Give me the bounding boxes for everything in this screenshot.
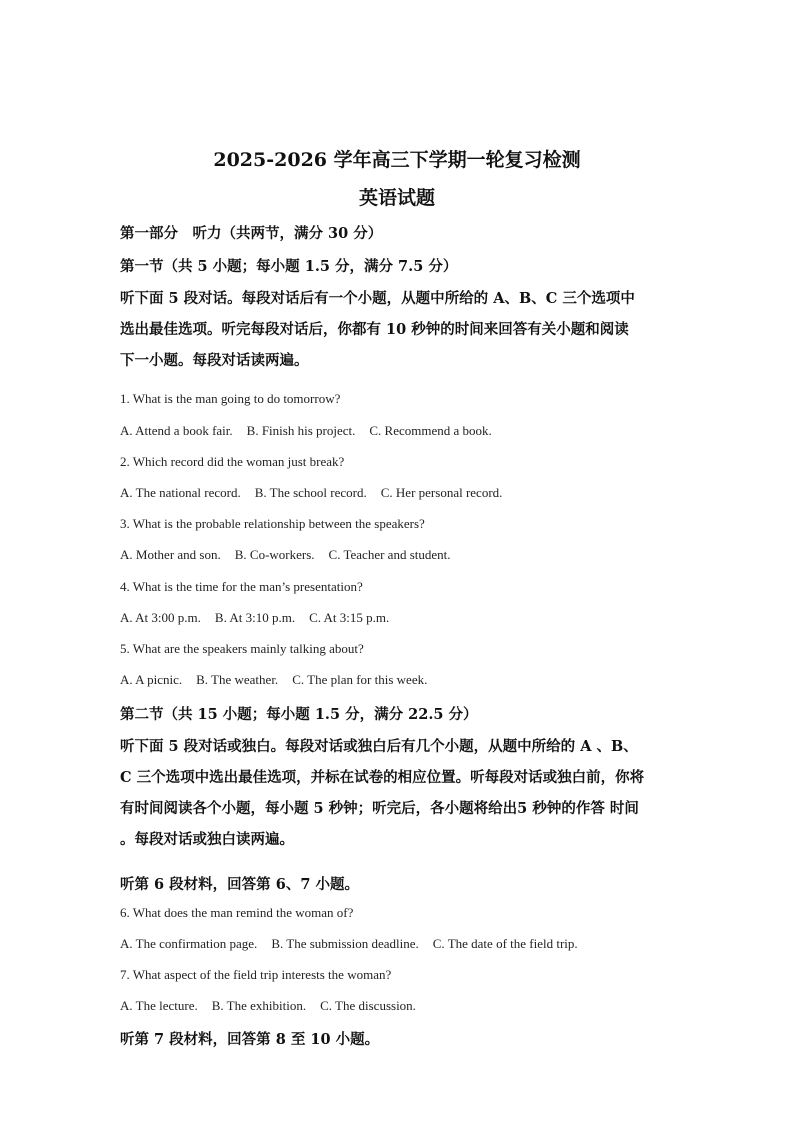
options-2 [120,485,516,501]
material-7-heading: 听第 7 段材料，回答第 8 至 10 小题。 [120,1031,380,1048]
question-3: 3. What is the probable relationship between the speakers? [120,516,425,531]
instruction-line: 有时间阅读各个小题，每小题 5 秒钟；听完后，各小题将给出5 秒钟的作答 时间 [120,800,639,817]
section1-heading: 第一节（共 5 小题；每小题 1.5 分，满分 7.5 分） [120,258,458,275]
option: A. The national record. [120,485,241,500]
question-1: 1. What is the man going to do tomorrow? [120,391,341,406]
part-heading: 第一部分 听力（共两节，满分 30 分） [120,225,383,242]
exam-subtitle: 英语试题 [358,187,435,209]
options-6 [120,936,592,952]
options-5 [120,672,441,688]
option: B. Co-workers. [234,547,315,562]
question-7: 7. What aspect of the field trip interests the woman? [120,967,392,982]
option: B. At 3:10 p.m. [214,610,296,625]
options-3 [120,547,465,563]
options-1 [120,423,506,439]
exam-title: 2025-2026 学年高三下学期一轮复习检测 [213,149,581,171]
option: C. Her personal record. [380,485,503,500]
option: C. The discussion. [320,998,416,1013]
option: C. The plan for this week. [292,672,428,687]
option: B. The school record. [254,485,367,500]
option: B. Finish his project. [246,423,356,438]
option: A. Attend a book fair. [120,423,233,438]
option: A. The confirmation page. [120,936,258,951]
option: A. The lecture. [120,998,198,1013]
option: C. Recommend a book. [369,423,492,438]
option: A. Mother and son. [120,547,221,562]
section2-heading: 第二节（共 15 小题；每小题 1.5 分，满分 22.5 分） [120,706,478,723]
option: A. At 3:00 p.m. [120,610,201,625]
option: C. Teacher and student. [328,547,451,562]
question-6: 6. What does the man remind the woman of? [120,905,354,920]
option: B. The exhibition. [211,998,307,1013]
option: C. The date of the field trip. [432,936,578,951]
material-6-heading: 听第 6 段材料，回答第 6、7 小题。 [120,876,359,893]
option: B. The weather. [196,672,279,687]
question-2: 2. Which record did the woman just break? [120,454,345,469]
section2-instructions [120,731,686,855]
instruction-line: 听下面 5 段对话。每段对话后有一个小题，从题中所给的 A、B、C 三个选项中 [120,290,635,307]
instruction-line: 下一小题。每段对话读两遍。 [120,352,309,369]
option: C. At 3:15 p.m. [309,610,390,625]
instruction-line: 听下面 5 段对话或独白。每段对话或独白后有几个小题，从题中所给的 A 、B、 [120,738,638,755]
section1-instructions [120,283,686,376]
instruction-line: 。每段对话或独白读两遍。 [120,831,294,848]
option: B. The submission deadline. [271,936,419,951]
instruction-line: C 三个选项中选出最佳选项，并标在试卷的相应位置。听每段对话或独白前，你将 [120,769,645,786]
question-4: 4. What is the time for the man’s presentation? [120,579,363,594]
question-5: 5. What are the speakers mainly talking about? [120,641,364,656]
options-7 [120,998,430,1014]
instruction-line: 选出最佳选项。听完每段对话后，你都有 10 秒钟的时间来回答有关小题和阅读 [120,321,629,338]
option: A. A picnic. [120,672,183,687]
options-4 [120,610,403,626]
